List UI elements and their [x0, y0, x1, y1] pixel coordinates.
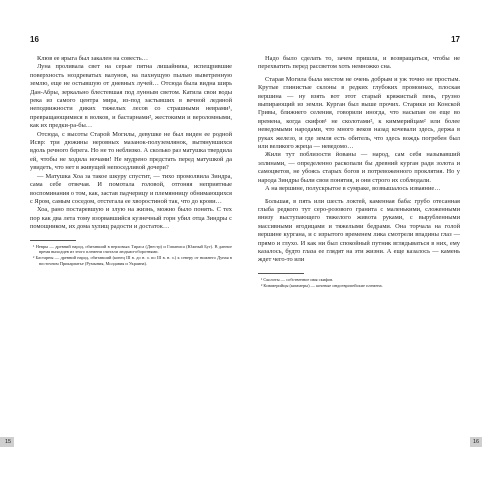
- right-page: [258, 35, 480, 480]
- paragraph: А на вершине, полускрытое в сумраке, возвышалось изваяние…: [265, 185, 441, 193]
- right-page-footnotes: [258, 277, 460, 289]
- right-page-header-number: 17: [451, 35, 460, 44]
- paragraph: Старая Могила была местом не очень добрым и уж точно не простым. Крутые глинистые склоны в редких глубоких промоинах, плоская вершина — ну взять вот этот старый кряжистый пень, грузно выпирающий из земли. Курган был выше прочих. Старики из Конской Гривы, ближнего селения, говорили иногда, что насыпан он еще во времена, когда скифов¹ не сколотами², к киммерийцам² или более неведомыми народами, что много веков назад кочевали здесь, держа в руках железо, и где земля есть обитель, что здесь вождь погребен был или великого жреца — неведомо…: [258, 75, 460, 151]
- paragraph: Большая, в пять или шесть локтей, каменная баба: грубо отесанная глыба редкого тут серо-розового гранита с маленькими, сложенными внизу выступающего тяжелого живота руками, с вырубленными массивными ягодицами и тяжелыми бедрами. Она торчала на голой вершине кургана, и с изрытого временем лика смотрели впадины глаз — прямо и глухо. И как ни был спокойный путник вглядываться в них, ему казалось, будто глаза ее глядят на эти жизни. А еще казалось — камень ждет чего-то или: [258, 197, 460, 264]
- right-page-footer-number: 16: [470, 437, 482, 447]
- paragraph: Отсюда, с высоты Старой Могилы, девушке не был виден ее родной Исвр: три дюжины неровных мазанок-полуземлянок, вытянувшихся вдоль речного берега. Но не то неблизко. А сколько раз матушка твердила ей, чтобы не ходила ночами! Не мудрено предстать перед матушкой да увидеть, что нет в живущей непоседливой дочери?: [30, 130, 232, 172]
- paragraph: Клюв ее ярыга был закален на совесть…: [37, 55, 149, 62]
- footnote: ² Киммерийцы (киммеры) — кочевые индоевропейские племена.: [261, 282, 383, 288]
- paragraph: Хоа, рано постаревшую и злую на жизнь, можно было понять. С тех пор как два лета тому взорвавшийся кузнечный горн убил отца Зиндры с помощником, их дома хулищ радости и достаток…: [30, 206, 232, 231]
- right-page-body: [258, 55, 460, 265]
- footnote-rule: [258, 273, 304, 274]
- left-page: [4, 35, 232, 480]
- footnote: ¹ Невры — древний народ, обитавший в верховьях Тираса (Днестр) и Гипаниса (Южный Буг). В данное время выходцев из этого племени считали людьми-оборотнями.: [33, 243, 232, 255]
- paragraph: Жили тут поблизости йованы — народ, сам себя называвший эллинами, — определенно раскопали бы древний курган ради золота и самоцветов, не убоясь старых богов и потревоженного проклятия. Но у народа Зиндры были свои понятия, и они строго их соблюдали.: [258, 151, 460, 184]
- paragraph: — Матушка Хоа за такое шкуру спустит, — тихо промолвила Зиндра, сама себе отвечая. И помотала головой, отгоняя неприятные воспоминания о том, как, застав падчерицу и племянницу обнимающихся с Яром, самым соседом, отстегала ее хворостиной так, что до крови…: [30, 172, 232, 205]
- footnote: ² Бастарны — древний народ, обитавший (конец III в. до н. э. по III в. н. э.) к северу от нижнего Дуная в восточном Прикарпатье (Румыния, Молдавия и Украина).: [33, 255, 232, 266]
- paragraph: Надо было сделать то, зачем пришла, и возвращаться, чтобы не перехватить перед рассветом хоть немножко сна.: [258, 55, 460, 71]
- paragraph: Луна проливала свет на серые пятна лишайника, испещрившие поверхность ноздреватых валунов, на пахнущую пылью выветренную землю, еще не остывшую от дневных лучей… Отсюда была видна ширь Дан-Абры, зеркально блестевшая под лунным светом. Катила свои воды река из самого центра мира, из-под застывших в вечной ледяной неподвижности диких тяжелых лесов со страшными неврами¹, превращающимися в волков, и бастарнами², жестокими и вероломными, как их предки-ра-бы…: [30, 63, 232, 130]
- left-page-footer-number: 15: [0, 437, 14, 447]
- left-page-header-number: 16: [30, 35, 39, 44]
- footnote: ¹ Сколоты — собственное имя скифов.: [261, 276, 334, 282]
- left-page-body: [30, 55, 232, 232]
- left-page-footnotes: [30, 244, 232, 267]
- footnote-rule: [30, 240, 76, 241]
